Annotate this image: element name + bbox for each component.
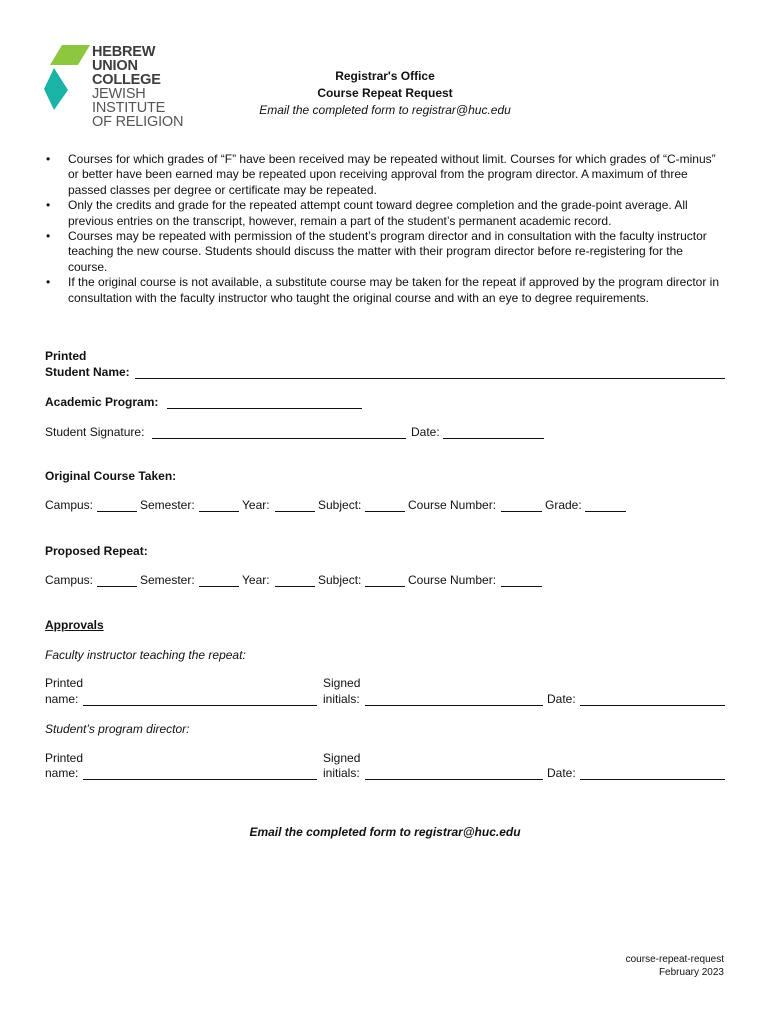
orig-semester-field[interactable] xyxy=(199,511,239,512)
faculty-name-label: name: xyxy=(45,692,79,706)
orig-subject-field[interactable] xyxy=(365,511,405,512)
orig-semester-label: Semester: xyxy=(140,498,195,512)
prop-semester-label: Semester: xyxy=(140,573,195,587)
academic-program-label: Academic Program: xyxy=(45,395,159,409)
prop-year-label: Year: xyxy=(242,573,270,587)
faculty-date-field[interactable] xyxy=(580,705,725,706)
faculty-heading: Faculty instructor teaching the repeat: xyxy=(45,648,246,662)
director-name-label: name: xyxy=(45,766,79,780)
director-initials-label: initials: xyxy=(323,766,360,780)
doc-id-text: course-repeat-request xyxy=(625,954,724,965)
student-name-field[interactable] xyxy=(135,378,725,379)
orig-year-label: Year: xyxy=(242,498,270,512)
student-date-field[interactable] xyxy=(443,438,544,439)
orig-subject-label: Subject: xyxy=(318,498,362,512)
prop-course-number-field[interactable] xyxy=(501,586,542,587)
prop-year-field[interactable] xyxy=(275,586,315,587)
director-signed-label: Signed xyxy=(323,751,361,765)
student-name-label: Student Name: xyxy=(45,365,130,379)
huc-logo xyxy=(44,44,204,134)
office-name: Registrar's Office xyxy=(335,69,435,83)
footer-email-note: Email the completed form to registrar@huc.edu xyxy=(249,825,521,839)
page-title: Course Repeat Request xyxy=(317,86,453,100)
prop-subject-label: Subject: xyxy=(318,573,362,587)
director-printed-label: Printed xyxy=(45,751,84,765)
logo-word-institute: INSTITUTE xyxy=(92,100,166,116)
logo-word-college: COLLEGE xyxy=(92,72,161,88)
doc-date-text: February 2023 xyxy=(658,967,724,978)
logo-word-hebrew: HEBREW xyxy=(92,44,156,60)
policy-item: • Only the credits and grade for the repeated attempt count toward degree completion and the grade-point average. All previous entries on the transcript, however, remain a part of the student’s permanent academic record. xyxy=(44,198,724,229)
director-date-field[interactable] xyxy=(580,779,725,780)
faculty-printed-label: Printed xyxy=(45,676,84,690)
orig-year-field[interactable] xyxy=(275,511,315,512)
orig-campus-label: Campus: xyxy=(45,498,94,512)
prop-campus-label: Campus: xyxy=(45,573,94,587)
logo-word-religion: OF RELIGION xyxy=(92,114,184,130)
faculty-initials-field[interactable] xyxy=(365,705,543,706)
student-date-label: Date: xyxy=(411,425,440,439)
student-signature-label: Student Signature: xyxy=(45,425,145,439)
faculty-initials-label: initials: xyxy=(323,692,360,706)
orig-course-number-field[interactable] xyxy=(501,511,542,512)
prop-semester-field[interactable] xyxy=(199,586,239,587)
director-date-label: Date: xyxy=(547,766,576,780)
approvals-title: Approvals xyxy=(45,618,104,632)
director-heading: Student’s program director: xyxy=(45,722,190,736)
faculty-name-field[interactable] xyxy=(83,705,317,706)
director-initials-field[interactable] xyxy=(365,779,543,780)
logo-emblem-icon xyxy=(44,44,92,114)
faculty-date-label: Date: xyxy=(547,692,576,706)
original-course-title: Original Course Taken: xyxy=(45,469,177,483)
orig-grade-label: Grade: xyxy=(545,498,582,512)
policy-item: • If the original course is not available, a substitute course may be taken for the repeat if approved by the program director in consultation with the faculty instructor who taught the original course and with an eye to degree requirements. xyxy=(44,275,724,306)
form-header xyxy=(200,68,570,119)
prop-subject-field[interactable] xyxy=(365,586,405,587)
policy-item: • Courses for which grades of “F” have been received may be repeated without limit. Courses for which grades of “C-minus” or better have been earned may be repeated upon receiving approval from the program director. A maximum of three passed classes per degree or certificate may be repeated. xyxy=(44,152,724,198)
printed-label: Printed xyxy=(45,349,87,363)
header-email-note: Email the completed form to registrar@huc.edu xyxy=(259,103,511,117)
policy-list xyxy=(44,152,724,306)
document-id xyxy=(626,953,724,979)
orig-grade-field[interactable] xyxy=(585,511,626,512)
director-name-field[interactable] xyxy=(83,779,317,780)
logo-word-jewish: JEWISH xyxy=(92,86,146,102)
orig-campus-field[interactable] xyxy=(97,511,137,512)
proposed-repeat-title: Proposed Repeat: xyxy=(45,544,148,558)
prop-course-number-label: Course Number: xyxy=(408,573,497,587)
faculty-signed-label: Signed xyxy=(323,676,361,690)
orig-course-number-label: Course Number: xyxy=(408,498,497,512)
policy-item: • Courses may be repeated with permission of the student’s program director and in consultation with the faculty instructor teaching the new course. Students should discuss the matter with their program director before re-registering for the course. xyxy=(44,229,724,275)
student-signature-field[interactable] xyxy=(152,438,406,439)
logo-word-union: UNION xyxy=(92,58,138,74)
prop-campus-field[interactable] xyxy=(97,586,137,587)
academic-program-field[interactable] xyxy=(167,408,362,409)
